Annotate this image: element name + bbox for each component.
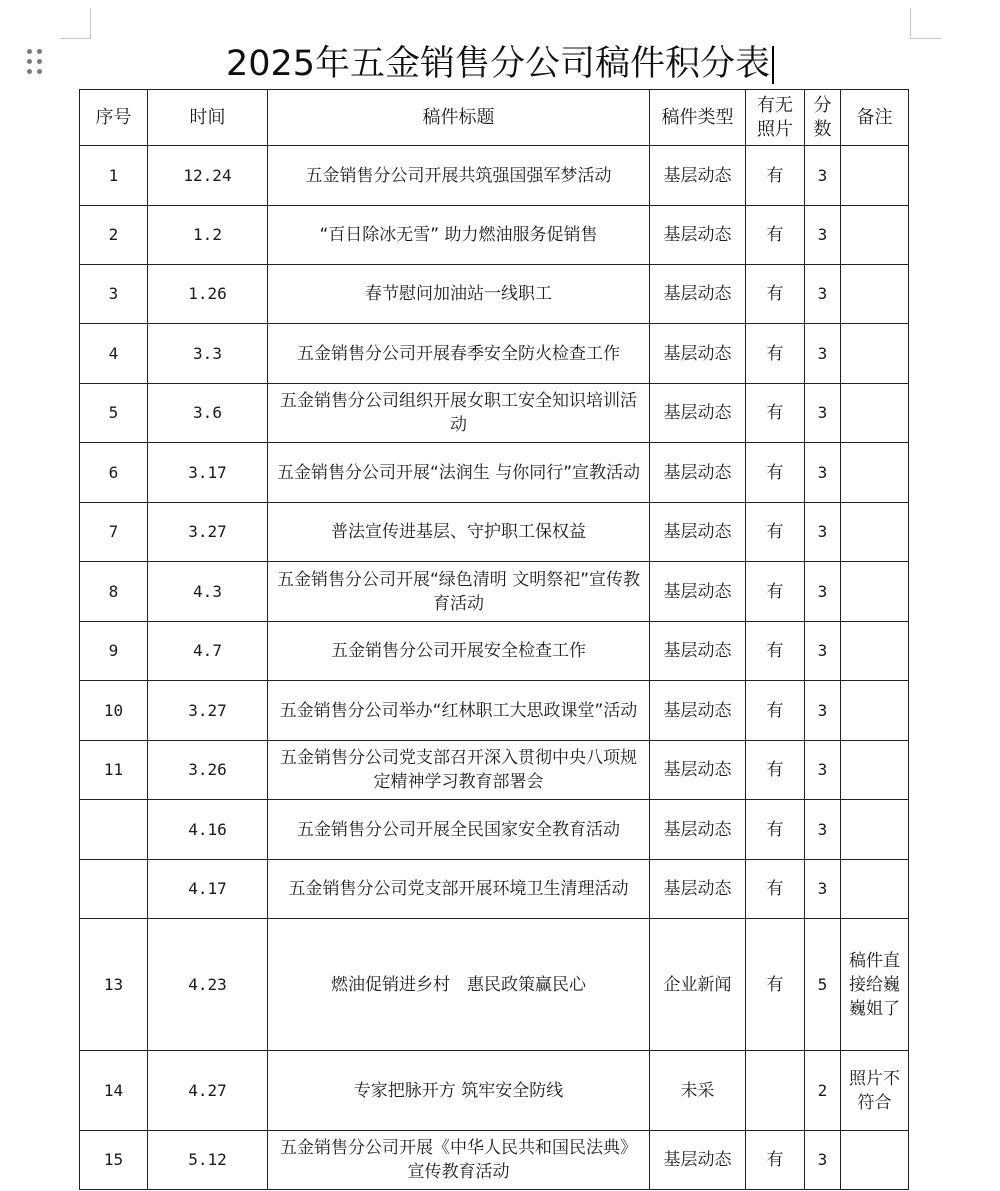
cell-seq[interactable]: 2 — [80, 206, 148, 265]
score-table — [79, 89, 909, 1190]
cell-type[interactable]: 基层动态 — [650, 443, 746, 503]
cell-article-title[interactable]: 春节慰问加油站一线职工 — [268, 265, 650, 324]
cell-article-title[interactable]: 五金销售分公司组织开展女职工安全知识培训活动 — [268, 384, 650, 443]
cell-time[interactable]: 12.24 — [148, 146, 268, 206]
cell-remark[interactable] — [841, 860, 909, 919]
cell-time[interactable]: 3.3 — [148, 324, 268, 384]
cell-photo[interactable]: 有 — [746, 622, 805, 681]
cell-article-title[interactable]: 五金销售分公司党支部召开深入贯彻中央八项规定精神学习教育部署会 — [268, 741, 650, 800]
cell-photo[interactable] — [746, 1051, 805, 1131]
cell-time[interactable]: 5.12 — [148, 1131, 268, 1190]
cell-seq[interactable]: 9 — [80, 622, 148, 681]
cell-photo[interactable]: 有 — [746, 681, 805, 741]
table-row — [80, 622, 909, 681]
cell-seq[interactable]: 6 — [80, 443, 148, 503]
cell-score[interactable]: 3 — [805, 503, 841, 562]
header-article-title[interactable]: 稿件标题 — [268, 90, 650, 146]
cell-score[interactable]: 3 — [805, 443, 841, 503]
cell-seq[interactable]: 8 — [80, 562, 148, 622]
header-seq[interactable]: 序号 — [80, 90, 148, 146]
cell-photo[interactable]: 有 — [746, 206, 805, 265]
cell-remark[interactable] — [841, 146, 909, 206]
table-row — [80, 265, 909, 324]
document-title[interactable] — [0, 40, 1000, 88]
cell-remark[interactable] — [841, 562, 909, 622]
cell-article-title[interactable]: 五金销售分公司开展“绿色清明 文明祭祀”宣传教育活动 — [268, 562, 650, 622]
cell-type[interactable]: 企业新闻 — [650, 919, 746, 1051]
cell-remark[interactable] — [841, 741, 909, 800]
cell-seq[interactable]: 14 — [80, 1051, 148, 1131]
cell-type[interactable]: 基层动态 — [650, 562, 746, 622]
table-row — [80, 206, 909, 265]
cell-seq[interactable]: 15 — [80, 1131, 148, 1190]
cell-remark[interactable]: 照片不符合 — [841, 1051, 909, 1131]
cell-photo[interactable]: 有 — [746, 265, 805, 324]
cell-photo[interactable]: 有 — [746, 562, 805, 622]
table-body — [80, 146, 909, 1190]
cell-score[interactable]: 3 — [805, 384, 841, 443]
cell-photo[interactable]: 有 — [746, 324, 805, 384]
cell-score[interactable]: 3 — [805, 324, 841, 384]
cell-article-title[interactable]: 五金销售分公司开展春季安全防火检查工作 — [268, 324, 650, 384]
cell-photo[interactable]: 有 — [746, 503, 805, 562]
cell-seq[interactable]: 11 — [80, 741, 148, 800]
text-cursor — [772, 46, 774, 84]
cell-time[interactable]: 4.23 — [148, 919, 268, 1051]
cell-remark[interactable] — [841, 1131, 909, 1190]
cell-seq[interactable]: 7 — [80, 503, 148, 562]
cell-score[interactable]: 3 — [805, 622, 841, 681]
cell-seq[interactable] — [80, 800, 148, 860]
cell-type[interactable]: 基层动态 — [650, 860, 746, 919]
cell-article-title[interactable]: 五金销售分公司开展“法润生 与你同行”宣教活动 — [268, 443, 650, 503]
cell-type[interactable]: 基层动态 — [650, 1131, 746, 1190]
cell-article-title[interactable]: 普法宣传进基层、守护职工保权益 — [268, 503, 650, 562]
cell-score[interactable]: 3 — [805, 681, 841, 741]
cell-time[interactable]: 4.16 — [148, 800, 268, 860]
document-title-text: 2025年五金销售分公司稿件积分表 — [225, 44, 771, 84]
cell-remark[interactable] — [841, 800, 909, 860]
cell-remark[interactable] — [841, 622, 909, 681]
cell-seq[interactable]: 1 — [80, 146, 148, 206]
cell-photo[interactable]: 有 — [746, 860, 805, 919]
cell-score[interactable]: 3 — [805, 800, 841, 860]
cell-photo[interactable]: 有 — [746, 741, 805, 800]
cell-seq[interactable] — [80, 860, 148, 919]
header-time[interactable]: 时间 — [148, 90, 268, 146]
header-type[interactable]: 稿件类型 — [650, 90, 746, 146]
cell-score[interactable]: 3 — [805, 1131, 841, 1190]
cell-time[interactable]: 4.3 — [148, 562, 268, 622]
cell-time[interactable]: 3.27 — [148, 503, 268, 562]
cell-type[interactable]: 基层动态 — [650, 681, 746, 741]
header-photo[interactable]: 有无照片 — [746, 90, 805, 146]
cell-seq[interactable]: 4 — [80, 324, 148, 384]
table-row — [80, 860, 909, 919]
cell-remark[interactable] — [841, 206, 909, 265]
cell-type[interactable]: 基层动态 — [650, 206, 746, 265]
header-score[interactable]: 分数 — [805, 90, 841, 146]
cell-score[interactable]: 3 — [805, 860, 841, 919]
cell-article-title[interactable]: 专家把脉开方 筑牢安全防线 — [268, 1051, 650, 1131]
cell-remark[interactable] — [841, 265, 909, 324]
table-row — [80, 741, 909, 800]
table-row — [80, 1051, 909, 1131]
cell-type[interactable]: 基层动态 — [650, 384, 746, 443]
cell-score[interactable]: 3 — [805, 741, 841, 800]
cell-article-title[interactable]: 五金销售分公司举办“红林职工大思政课堂”活动 — [268, 681, 650, 741]
cell-article-title[interactable]: 燃油促销进乡村 惠民政策赢民心 — [268, 919, 650, 1051]
cell-remark[interactable] — [841, 384, 909, 443]
table-row — [80, 443, 909, 503]
cell-score[interactable]: 3 — [805, 562, 841, 622]
cell-score[interactable]: 2 — [805, 1051, 841, 1131]
cell-time[interactable]: 1.2 — [148, 206, 268, 265]
cell-type[interactable]: 基层动态 — [650, 800, 746, 860]
cell-remark[interactable] — [841, 324, 909, 384]
header-remark[interactable]: 备注 — [841, 90, 909, 146]
table-row — [80, 324, 909, 384]
cell-article-title[interactable]: 五金销售分公司党支部开展环境卫生清理活动 — [268, 860, 650, 919]
cell-remark[interactable]: 稿件直接给巍巍姐了 — [841, 919, 909, 1051]
cell-type[interactable]: 基层动态 — [650, 622, 746, 681]
cell-article-title[interactable]: 五金销售分公司开展《中华人民共和国民法典》宣传教育活动 — [268, 1131, 650, 1190]
cell-photo[interactable]: 有 — [746, 1131, 805, 1190]
cell-time[interactable]: 4.7 — [148, 622, 268, 681]
cell-type[interactable]: 未采 — [650, 1051, 746, 1131]
cell-photo[interactable]: 有 — [746, 919, 805, 1051]
cell-score[interactable]: 3 — [805, 265, 841, 324]
cell-time[interactable]: 3.17 — [148, 443, 268, 503]
cell-time[interactable]: 3.27 — [148, 681, 268, 741]
cell-photo[interactable]: 有 — [746, 443, 805, 503]
cell-article-title[interactable]: 五金销售分公司开展安全检查工作 — [268, 622, 650, 681]
page-corner-mark-left — [60, 8, 91, 39]
table-row — [80, 503, 909, 562]
cell-seq[interactable]: 5 — [80, 384, 148, 443]
table-row — [80, 146, 909, 206]
cell-photo[interactable]: 有 — [746, 146, 805, 206]
table-row — [80, 384, 909, 443]
cell-time[interactable]: 4.17 — [148, 860, 268, 919]
cell-time[interactable]: 3.6 — [148, 384, 268, 443]
cell-time[interactable]: 4.27 — [148, 1051, 268, 1131]
cell-remark[interactable] — [841, 681, 909, 741]
table-row — [80, 919, 909, 1051]
cell-remark[interactable] — [841, 443, 909, 503]
table-row — [80, 562, 909, 622]
table-row — [80, 681, 909, 741]
table-header-row — [80, 90, 909, 146]
cell-type[interactable]: 基层动态 — [650, 741, 746, 800]
cell-article-title[interactable]: “百日除冰无雪” 助力燃油服务促销售 — [268, 206, 650, 265]
page-corner-mark-right — [910, 8, 941, 39]
table-row — [80, 1131, 909, 1190]
cell-seq[interactable]: 10 — [80, 681, 148, 741]
cell-seq[interactable]: 3 — [80, 265, 148, 324]
table-row — [80, 800, 909, 860]
cell-type[interactable]: 基层动态 — [650, 146, 746, 206]
cell-time[interactable]: 1.26 — [148, 265, 268, 324]
cell-seq[interactable]: 13 — [80, 919, 148, 1051]
cell-photo[interactable]: 有 — [746, 800, 805, 860]
cell-remark[interactable] — [841, 503, 909, 562]
cell-time[interactable]: 3.26 — [148, 741, 268, 800]
cell-score[interactable]: 3 — [805, 206, 841, 265]
cell-score[interactable]: 5 — [805, 919, 841, 1051]
cell-type[interactable]: 基层动态 — [650, 503, 746, 562]
cell-score[interactable]: 3 — [805, 146, 841, 206]
cell-article-title[interactable]: 五金销售分公司开展共筑强国强军梦活动 — [268, 146, 650, 206]
cell-article-title[interactable]: 五金销售分公司开展全民国家安全教育活动 — [268, 800, 650, 860]
cell-type[interactable]: 基层动态 — [650, 265, 746, 324]
cell-type[interactable]: 基层动态 — [650, 324, 746, 384]
cell-photo[interactable]: 有 — [746, 384, 805, 443]
